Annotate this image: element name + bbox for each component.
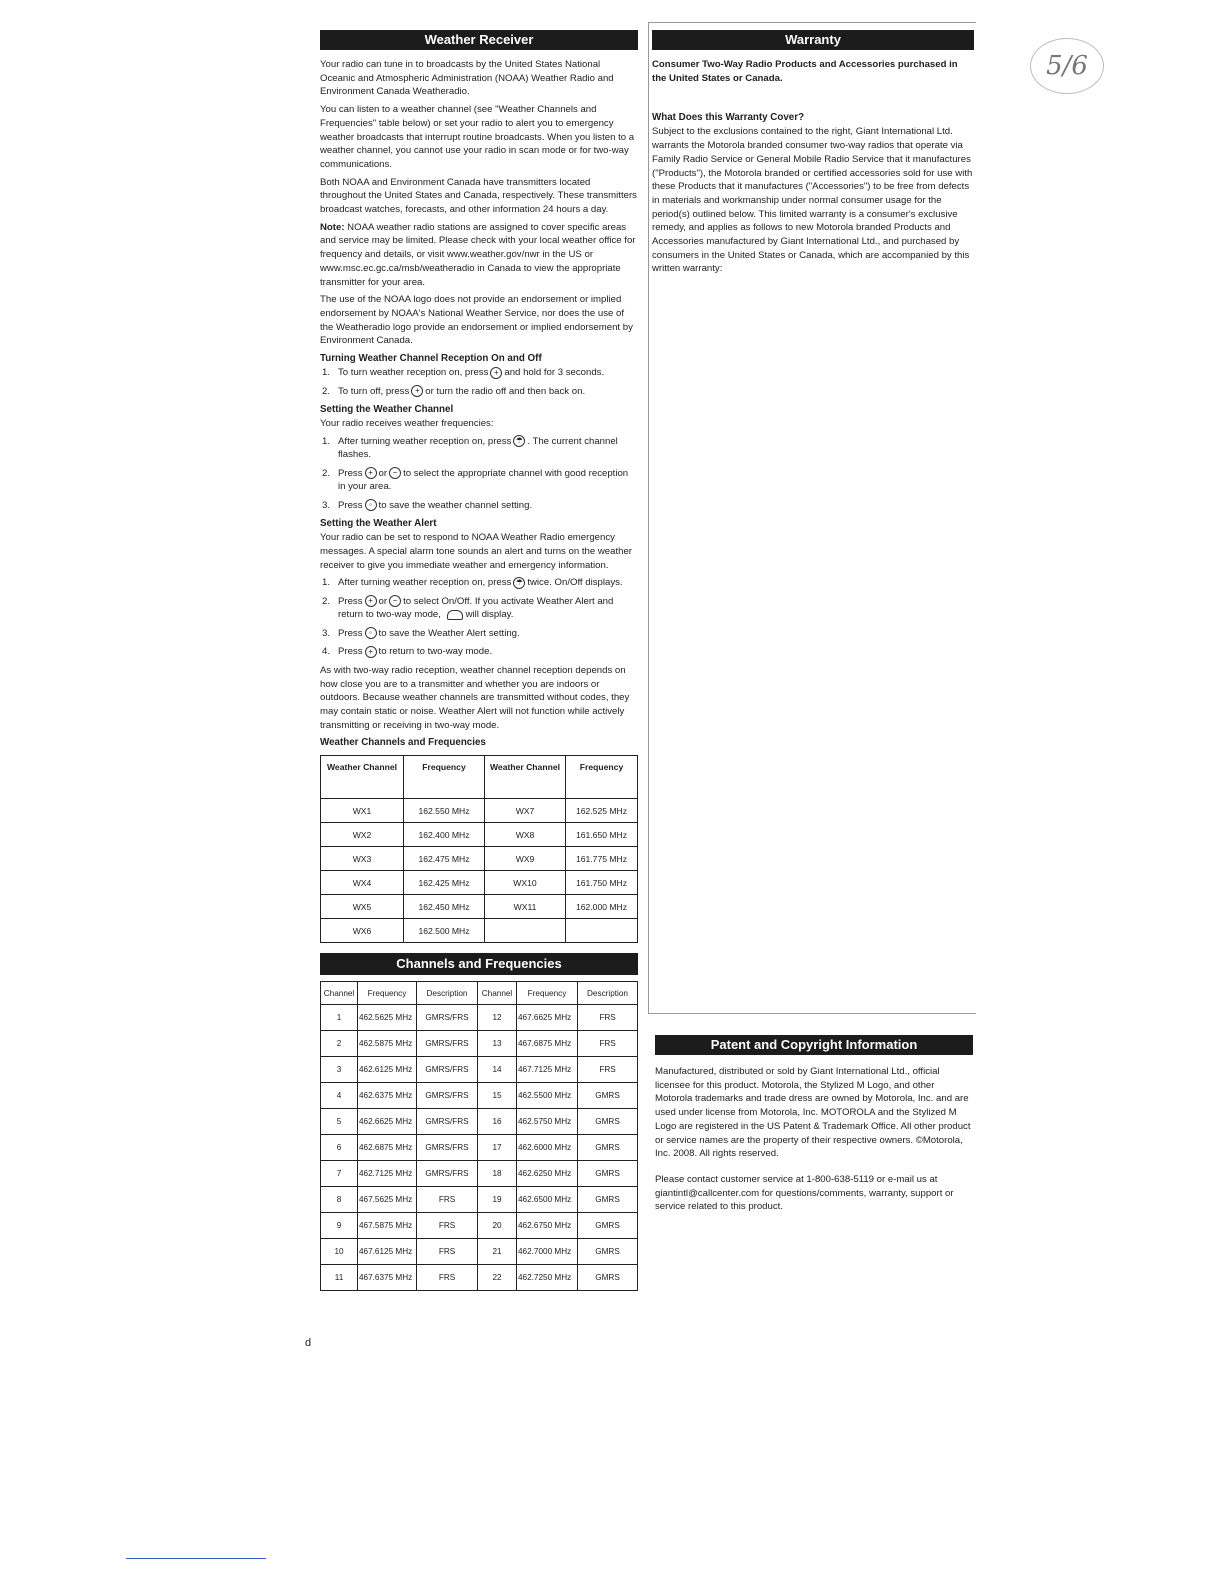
- table-row: WX6 162.500 MHz: [321, 919, 638, 943]
- table-cell: GMRS/FRS: [417, 1161, 478, 1187]
- table-cell: GMRS: [578, 1239, 638, 1265]
- table-cell: 4: [321, 1083, 358, 1109]
- table-cell: 7: [321, 1161, 358, 1187]
- table-cell: 462.6625 MHz: [358, 1109, 417, 1135]
- weather-p1: Your radio can tune in to broadcasts by the United States National Oceanic and Atmospheric Administration (NOAA) Weather Radio and Environment Canada Weatheradio.: [320, 59, 614, 98]
- table-cell: 9: [321, 1213, 358, 1239]
- table-cell: 22: [478, 1265, 517, 1291]
- minus-button-icon: −: [389, 467, 401, 479]
- turning-steps: [320, 366, 638, 398]
- weather-receiver-title: Weather Receiver: [320, 30, 638, 50]
- setting-heading: Setting the Weather Channel: [320, 404, 454, 416]
- table-header-row: Weather Channel Frequency Weather Channel Frequency: [321, 756, 638, 799]
- table-cell: 467.5625 MHz: [358, 1187, 417, 1213]
- weather-button-icon: ☂: [513, 435, 525, 447]
- table-cell: 13: [478, 1031, 517, 1057]
- table-cell: 462.6375 MHz: [358, 1083, 417, 1109]
- table-cell: 462.6000 MHz: [517, 1135, 578, 1161]
- channels-title: Channels and Frequencies: [320, 953, 638, 975]
- warranty-cover-text: Subject to the exclusions contained to the right, Giant International Ltd. warrants the Motorola branded consumer two-way radios that operate via Family Radio Service or General Mobile Radio Service that it manufactures ("Products"), the Motorola branded or certified accessories sold for use with these Products that it manufactures ("Accessories") to be free from defects in materials and workmanship under normal consumer usage for the period(s) outlined below. This limited warranty is a consumer's exclusive remedy, and applies as follows to new Motorola branded Products and Accessories manufactured by Giant International Ltd., and purchased by consumers in the United States or Canada, which are accompanied by this written warranty:: [652, 126, 973, 275]
- table-cell: 462.5750 MHz: [517, 1109, 578, 1135]
- warranty-title: Warranty: [652, 30, 974, 50]
- table-cell: GMRS: [578, 1187, 638, 1213]
- weather-p5: As with two-way radio reception, weather channel reception depends on how close you are to a transmitter and whether you are indoors or outdoors. Because weather channels are transmitted without codes, they may contain static or noise. Weather Alert will not function while actively transmitting or receiving in two-way mode.: [320, 664, 630, 731]
- plus-button-icon: +: [411, 385, 423, 397]
- table-cell: GMRS/FRS: [417, 1109, 478, 1135]
- table-cell: 21: [478, 1239, 517, 1265]
- list-item: 1. After turning weather reception on, press ☂ . The current channel flashes.: [322, 435, 618, 461]
- warranty-section: [652, 30, 974, 280]
- table-row: WX2 162.400 MHz WX8 161.650 MHz: [321, 823, 638, 847]
- list-item: 1. To turn weather reception on, press + and hold for 3 seconds.: [322, 367, 605, 379]
- table-cell: 18: [478, 1161, 517, 1187]
- table-cell: 20: [478, 1213, 517, 1239]
- setting-intro: Your radio receives weather frequencies:: [320, 418, 494, 430]
- table-cell: 14: [478, 1057, 517, 1083]
- table-cell: 11: [321, 1265, 358, 1291]
- list-item: 2. Press + or − to select the appropriate channel with good reception in your area.: [322, 467, 629, 493]
- plus-button-icon: +: [490, 367, 502, 379]
- table-cell: 467.6375 MHz: [358, 1265, 417, 1291]
- table-cell: 3: [321, 1057, 358, 1083]
- table-row: WX3 162.475 MHz WX9 161.775 MHz: [321, 847, 638, 871]
- table-cell: 462.7125 MHz: [358, 1161, 417, 1187]
- table-cell: 17: [478, 1135, 517, 1161]
- table-cell: 12: [478, 1005, 517, 1031]
- table-cell: 462.6750 MHz: [517, 1213, 578, 1239]
- table-row: [321, 1135, 638, 1161]
- table-cell: GMRS: [578, 1161, 638, 1187]
- table-cell: 467.6875 MHz: [517, 1031, 578, 1057]
- table-row: [321, 1083, 638, 1109]
- table-row: [321, 1031, 638, 1057]
- table-cell: 467.7125 MHz: [517, 1057, 578, 1083]
- table-cell: GMRS: [578, 1265, 638, 1291]
- table-row: [321, 1239, 638, 1265]
- weather-note: [320, 221, 638, 290]
- table-cell: 5: [321, 1109, 358, 1135]
- list-item: 3. Press ◦ to save the weather channel setting.: [322, 499, 533, 511]
- patent-title: Patent and Copyright Information: [655, 1035, 973, 1055]
- warranty-intro: Consumer Two-Way Radio Products and Accessories purchased in the United States or Canada.: [652, 59, 958, 84]
- weather-p4: The use of the NOAA logo does not provide an endorsement or implied endorsement by NOAA's National Weather Service, nor does the use of the Weatheradio logo provide an endorsement or implied endorsement by Environment Canada.: [320, 294, 633, 347]
- table-cell: GMRS: [578, 1135, 638, 1161]
- table-cell: 467.6625 MHz: [517, 1005, 578, 1031]
- setting-steps: [320, 435, 638, 513]
- table-cell: GMRS/FRS: [417, 1057, 478, 1083]
- table-cell: 6: [321, 1135, 358, 1161]
- margin-mark: d: [305, 1337, 312, 1349]
- weather-receiver-section: [320, 30, 638, 1291]
- table-row: WX4 162.425 MHz WX10 161.750 MHz: [321, 871, 638, 895]
- table-cell: GMRS/FRS: [417, 1005, 478, 1031]
- table-row: [321, 1057, 638, 1083]
- table-cell: 467.5875 MHz: [358, 1213, 417, 1239]
- channels-table: [320, 981, 638, 1291]
- table-cell: 462.6500 MHz: [517, 1187, 578, 1213]
- table-cell: 462.5500 MHz: [517, 1083, 578, 1109]
- table-row: WX5 162.450 MHz WX11 162.000 MHz: [321, 895, 638, 919]
- bottom-rule: [126, 1558, 266, 1559]
- minus-button-icon: −: [389, 595, 401, 607]
- list-item: 4. Press + to return to two-way mode.: [322, 646, 493, 658]
- table-cell: 462.5875 MHz: [358, 1031, 417, 1057]
- patent-p2: Please contact customer service at 1-800-638-5119 or e-mail us at giantintl@callcenter.com for questions/comments, warranty, support or service related to this product.: [655, 1173, 954, 1213]
- table-cell: 462.7250 MHz: [517, 1265, 578, 1291]
- table-row: [321, 1187, 638, 1213]
- table-cell: FRS: [578, 1031, 638, 1057]
- plus-button-icon: +: [365, 467, 377, 479]
- table-cell: FRS: [578, 1005, 638, 1031]
- weather-table-heading: Weather Channels and Frequencies: [320, 737, 486, 749]
- note-label: Note:: [320, 221, 345, 233]
- patent-section: [655, 1035, 973, 1218]
- plus-button-icon: +: [365, 646, 377, 658]
- alert-steps: [320, 576, 638, 659]
- alert-intro: Your radio can be set to respond to NOAA Weather Radio emergency messages. A special alarm tone sounds an alert and turns on the weather receiver to give you immediate weather and emergency information.: [320, 532, 632, 571]
- table-row: [321, 1213, 638, 1239]
- table-cell: 462.6250 MHz: [517, 1161, 578, 1187]
- table-cell: GMRS: [578, 1213, 638, 1239]
- note-text: NOAA weather radio stations are assigned to cover specific areas and service may be limited. Please check with your local weather office for frequency and details, or visit www.weather.gov/nwr in the US or www.msc.ec.gc.ca/msb/weatheradio in Canada to view the appropriate transmitter for your area.: [320, 221, 636, 288]
- table-cell: FRS: [578, 1057, 638, 1083]
- table-cell: 462.6875 MHz: [358, 1135, 417, 1161]
- menu-button-icon: ◦: [365, 499, 377, 511]
- table-cell: FRS: [417, 1187, 478, 1213]
- warranty-cover-heading: What Does this Warranty Cover?: [652, 112, 805, 124]
- alert-heading: Setting the Weather Alert: [320, 518, 437, 530]
- table-cell: GMRS: [578, 1109, 638, 1135]
- weather-channels-table: [320, 755, 638, 943]
- table-cell: 16: [478, 1109, 517, 1135]
- table-row: [321, 1109, 638, 1135]
- table-cell: 462.6125 MHz: [358, 1057, 417, 1083]
- table-cell: GMRS/FRS: [417, 1083, 478, 1109]
- table-row: [321, 1265, 638, 1291]
- table-cell: 10: [321, 1239, 358, 1265]
- weather-p2: You can listen to a weather channel (see "Weather Channels and Frequencies" table below) or set your radio to alert you to emergency weather broadcasts that interrupt routine broadcasts. When you listen to a weather channel, you cannot use your radio in scan mode or for two-way communications.: [320, 104, 635, 170]
- table-cell: 19: [478, 1187, 517, 1213]
- list-item: 1. After turning weather reception on, press ☂ twice. On/Off displays.: [322, 577, 623, 589]
- table-cell: FRS: [417, 1239, 478, 1265]
- list-item: 2. To turn off, press + or turn the radio off and then back on.: [322, 385, 586, 397]
- table-row: [321, 1005, 638, 1031]
- table-row: [321, 1161, 638, 1187]
- patent-p1: Manufactured, distributed or sold by Giant International Ltd., official licensee for this product. Motorola, the Stylized M Logo, and other Motorola trademarks and trade dress are owned by Motorola, Inc. and are used under license from Motorola, Inc. MOTOROLA and the Stylized M Logo are registered in the US Patent & Trademark Office. All other product or service names are the property of their respective owners. ©Motorola, Inc. 2008. All rights reserved.: [655, 1066, 971, 1160]
- list-item: 2. Press + or − to select On/Off. If you activate Weather Alert and return to two-way mode, will display.: [322, 595, 614, 621]
- weather-p3: Both NOAA and Environment Canada have transmitters located throughout the United States and Canada, respectively. These transmitters broadcast watches, forecasts, and other information 24 hours a day.: [320, 176, 637, 216]
- table-cell: 15: [478, 1083, 517, 1109]
- plus-button-icon: +: [365, 595, 377, 607]
- weather-button-icon: ☂: [513, 577, 525, 589]
- weather-alert-icon: [447, 610, 463, 620]
- table-cell: 2: [321, 1031, 358, 1057]
- table-cell: GMRS/FRS: [417, 1135, 478, 1161]
- table-header-row: Channel Frequency Description Channel Frequency Description: [321, 982, 638, 1005]
- list-item: 3. Press ◦ to save the Weather Alert setting.: [322, 627, 520, 639]
- table-cell: FRS: [417, 1213, 478, 1239]
- menu-button-icon: ◦: [365, 627, 377, 639]
- turning-heading: Turning Weather Channel Reception On and Off: [320, 353, 542, 365]
- table-cell: 462.7000 MHz: [517, 1239, 578, 1265]
- table-cell: 467.6125 MHz: [358, 1239, 417, 1265]
- table-cell: FRS: [417, 1265, 478, 1291]
- table-cell: 1: [321, 1005, 358, 1031]
- table-row: WX1 162.550 MHz WX7 162.525 MHz: [321, 799, 638, 823]
- table-cell: 8: [321, 1187, 358, 1213]
- table-cell: GMRS: [578, 1083, 638, 1109]
- table-cell: GMRS/FRS: [417, 1031, 478, 1057]
- table-cell: 462.5625 MHz: [358, 1005, 417, 1031]
- handwritten-page-number: 5/6: [1030, 38, 1104, 94]
